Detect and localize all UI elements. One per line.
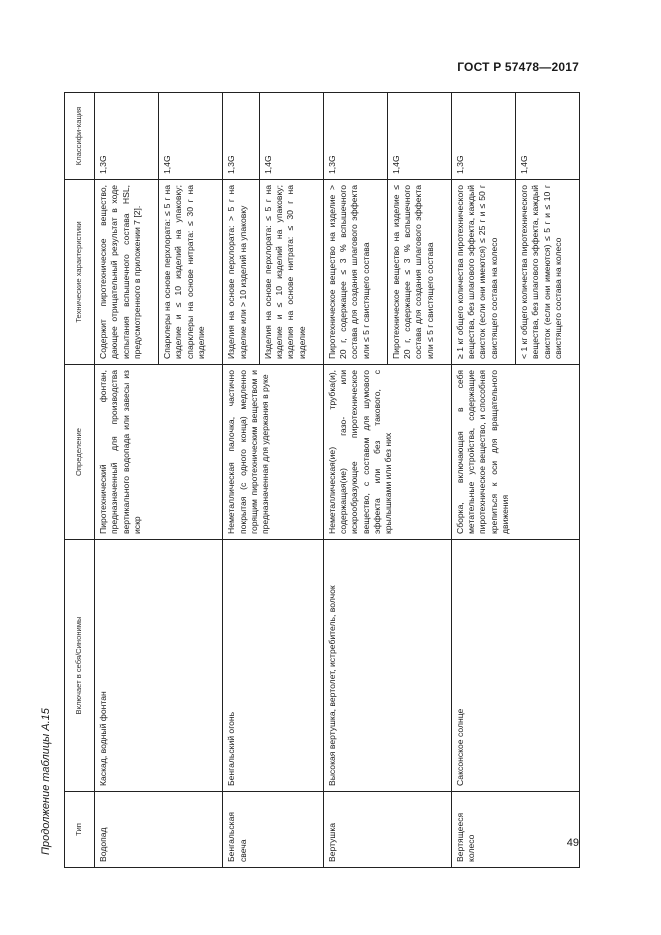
table-row: [323, 93, 387, 868]
cell-synonyms: Саксонское солнце: [451, 540, 579, 792]
column-header-characteristics: Технические характеристики: [65, 180, 95, 365]
table-caption: Продолжение таблицы А.15: [40, 708, 52, 855]
cell-characteristics: < 1 кг общего количества пиротехнического вещества, без шлагового эффекта, каждый свисток (если они имеются) ≤ 5 г и ≤ 10 г свистящего состава на колесо: [515, 180, 579, 365]
cell-classification: 1,3G: [323, 93, 387, 180]
cell-type: Водопад: [95, 792, 223, 868]
table-row: [451, 93, 515, 868]
cell-characteristics: ≥ 1 кг общего количества пиротехнического вещества, без шлагового эффекта, каждый свисток (если они имеются) ≤ 25 г и ≤ 50 г свистящего состава на колесо: [451, 180, 515, 365]
cell-classification: 1,4G: [387, 93, 451, 180]
column-header-classification: Классифи-кация: [65, 93, 95, 180]
cell-classification: 1,4G: [259, 93, 323, 180]
column-header-type: Тип: [65, 792, 95, 868]
cell-definition: Неметаллическая(ие) трубка(и), содержащая(ие) газо- или искрообразующее пиротехническое вещество, с составом для шумового эффекта или без такового, с крылышками или без них: [323, 365, 451, 540]
cell-definition: Неметаллическая палочка, частично покрытая (с одного конца) медленно горящим пиротехническим веществом и предназначенная для удержания в руке: [223, 365, 323, 540]
column-header-definition: Определение: [65, 365, 95, 540]
cell-characteristics: Изделия на основе перхлората: > 5 г на изделие или > 10 изделий на упаковку: [223, 180, 259, 365]
cell-synonyms: Высокая вертушка, вертолет, истребитель, волчок: [323, 540, 451, 792]
cell-type: Вертящееся колесо: [451, 792, 579, 868]
cell-definition: Сборка, включающая в себя метательные устройства, содержащие пиротехническое вещество, и способная крепиться к оси для вращательного движения: [451, 365, 579, 540]
cell-classification: 1,3G: [223, 93, 259, 180]
column-header-synonyms: Включает в себя/Синонимы: [65, 540, 95, 792]
cell-characteristics: Спарклеры на основе перхлората: ≤ 5 г на изделие и ≤ 10 изделий на упаковку; спарклеры на основе нитрата: ≤ 30 г на изделие: [159, 180, 223, 365]
cell-classification: 1,3G: [451, 93, 515, 180]
cell-characteristics: Содержит пиротехническое вещество, дающее отрицательный результат в ходе испытания вспышечного состава HSL, предусмотренного в приложении 7 [2].: [95, 180, 159, 365]
table-container: [64, 93, 580, 868]
cell-characteristics: Пиротехническое вещество на изделие > 20 г, содержащее ≤ 3 % вспышечного состава для создания шлагового эффекта или ≤ 5 г свистящего состава: [323, 180, 387, 365]
table-row: [95, 93, 159, 868]
cell-characteristics: Пиротехническое вещество на изделие ≤ 20 г, содержащее ≤ 3 % вспышечного состава для создания шлагового эффекта или ≤ 5 г свистящего состава: [387, 180, 451, 365]
cell-synonyms: Бенгальский огонь: [223, 540, 323, 792]
pyrotechnics-table: [64, 92, 580, 868]
table-row: [223, 93, 259, 868]
cell-synonyms: Каскад, водный фонтан: [95, 540, 223, 792]
table-header-row: [65, 93, 95, 868]
cell-classification: 1,4G: [159, 93, 223, 180]
cell-type: Бенгальская свеча: [223, 792, 323, 868]
cell-type: Вертушка: [323, 792, 451, 868]
cell-characteristics: Изделия на основе перхлората: ≤ 5 г на изделие и ≤ 10 изделий на упаковку; изделия на основе нитрата: ≤ 30 г на изделие: [259, 180, 323, 365]
cell-classification: 1,4G: [515, 93, 579, 180]
standard-code: ГОСТ Р 57478—2017: [457, 60, 579, 74]
cell-classification: 1,3G: [95, 93, 159, 180]
page-number: 49: [566, 837, 579, 849]
cell-definition: Пиротехнический фонтан, предназначенный для производства вертикального водопада или завесы из искр: [95, 365, 223, 540]
